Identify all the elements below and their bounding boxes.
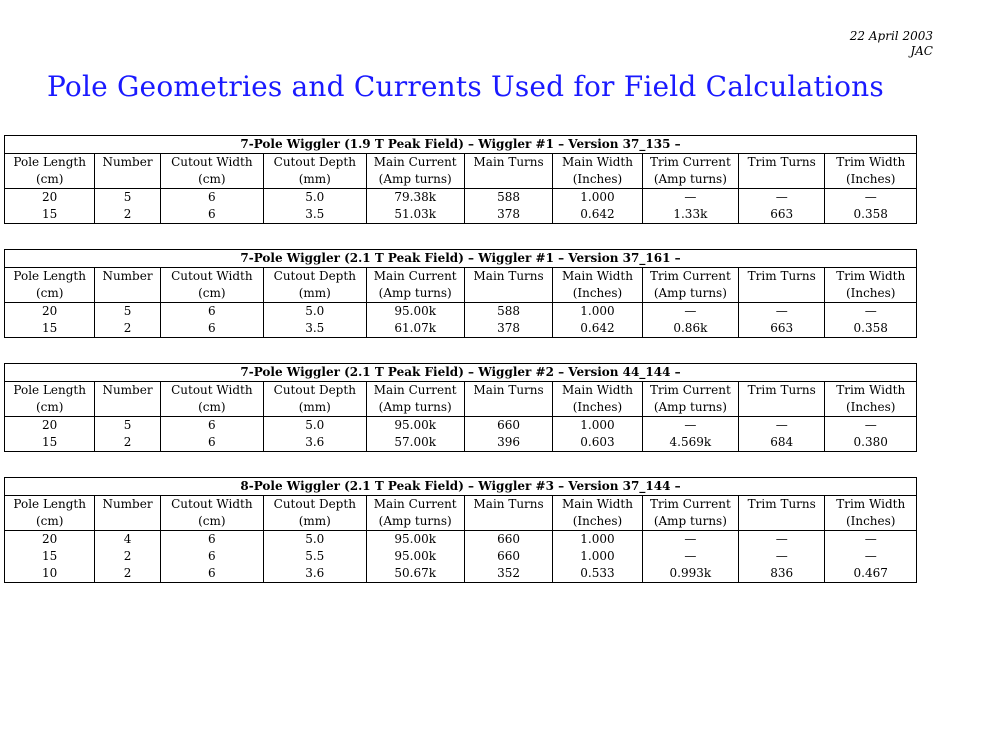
table-row	[5, 206, 917, 224]
column-header-main-current: (Amp turns)	[366, 399, 464, 417]
column-header-main-width: Main Width	[553, 268, 642, 286]
cell-main-turns: 660	[464, 548, 552, 565]
column-header-trim-current: (Amp turns)	[642, 171, 738, 189]
cell-trim-width: —	[825, 531, 917, 549]
column-header-trim-current: Trim Current	[642, 496, 738, 514]
column-header-cutout-depth: Cutout Depth	[264, 154, 366, 172]
column-header-main-width: (Inches)	[553, 513, 642, 531]
cell-number: 5	[95, 189, 160, 207]
cell-cutout-depth: 3.5	[264, 320, 366, 338]
column-header-cutout-depth: Cutout Depth	[264, 268, 366, 286]
cell-main-turns: 588	[464, 303, 552, 321]
cell-main-width: 1.000	[553, 189, 642, 207]
column-header-cutout-width: Cutout Width	[160, 382, 263, 400]
table-caption: 7-Pole Wiggler (1.9 T Peak Field) – Wiggler #1 – Version 37_135 –	[5, 136, 917, 154]
cell-cutout-width: 6	[160, 303, 263, 321]
cell-main-width: 1.000	[553, 417, 642, 435]
column-header-row	[5, 513, 917, 531]
column-header-trim-turns: Trim Turns	[739, 268, 825, 286]
cell-trim-current: —	[642, 548, 738, 565]
column-header-trim-width: (Inches)	[825, 513, 917, 531]
column-header-trim-turns	[739, 399, 825, 417]
column-header-pole-length: Pole Length	[5, 382, 95, 400]
table-row	[5, 531, 917, 549]
column-header-pole-length: Pole Length	[5, 268, 95, 286]
cell-main-turns: 588	[464, 189, 552, 207]
column-header-trim-width: (Inches)	[825, 399, 917, 417]
cell-main-current: 51.03k	[366, 206, 464, 224]
cell-trim-width: —	[825, 303, 917, 321]
cell-main-turns: 352	[464, 565, 552, 583]
cell-trim-current: —	[642, 417, 738, 435]
page-title: Pole Geometries and Currents Used for Field Calculations	[47, 70, 884, 103]
cell-trim-width: —	[825, 189, 917, 207]
column-header-cutout-depth: (mm)	[264, 513, 366, 531]
column-header-main-turns	[464, 513, 552, 531]
table-row	[5, 565, 917, 583]
cell-cutout-depth: 5.5	[264, 548, 366, 565]
table-row	[5, 434, 917, 452]
column-header-cutout-width: (cm)	[160, 513, 263, 531]
column-header-trim-width: Trim Width	[825, 154, 917, 172]
table-caption: 7-Pole Wiggler (2.1 T Peak Field) – Wiggler #2 – Version 44_144 –	[5, 364, 917, 382]
table-row	[5, 189, 917, 207]
cell-pole-length: 15	[5, 548, 95, 565]
cell-number: 5	[95, 417, 160, 435]
cell-main-width: 0.642	[553, 320, 642, 338]
column-header-main-turns	[464, 285, 552, 303]
cell-main-width: 0.603	[553, 434, 642, 452]
column-header-main-width: (Inches)	[553, 399, 642, 417]
column-header-main-current: (Amp turns)	[366, 513, 464, 531]
cell-pole-length: 20	[5, 417, 95, 435]
cell-main-current: 95.00k	[366, 303, 464, 321]
wiggler-table-3	[4, 363, 917, 452]
cell-number: 2	[95, 206, 160, 224]
cell-cutout-depth: 3.5	[264, 206, 366, 224]
cell-trim-turns: 836	[739, 565, 825, 583]
cell-number: 2	[95, 320, 160, 338]
column-header-main-width: (Inches)	[553, 171, 642, 189]
column-header-pole-length: Pole Length	[5, 496, 95, 514]
column-header-cutout-width: Cutout Width	[160, 154, 263, 172]
cell-pole-length: 10	[5, 565, 95, 583]
cell-trim-current: —	[642, 531, 738, 549]
cell-number: 2	[95, 565, 160, 583]
column-header-trim-width: (Inches)	[825, 171, 917, 189]
cell-main-current: 95.00k	[366, 417, 464, 435]
column-header-cutout-width: (cm)	[160, 171, 263, 189]
cell-main-width: 1.000	[553, 531, 642, 549]
cell-trim-width: 0.467	[825, 565, 917, 583]
table-caption: 8-Pole Wiggler (2.1 T Peak Field) – Wiggler #3 – Version 37_144 –	[5, 478, 917, 496]
wiggler-table-1	[4, 135, 917, 224]
cell-cutout-depth: 5.0	[264, 531, 366, 549]
cell-cutout-width: 6	[160, 189, 263, 207]
column-header-trim-turns	[739, 513, 825, 531]
cell-cutout-width: 6	[160, 206, 263, 224]
column-header-trim-width: Trim Width	[825, 496, 917, 514]
column-header-number: Number	[95, 496, 160, 514]
column-header-main-current: (Amp turns)	[366, 285, 464, 303]
column-header-main-turns: Main Turns	[464, 496, 552, 514]
cell-cutout-depth: 3.6	[264, 565, 366, 583]
column-header-cutout-depth: (mm)	[264, 171, 366, 189]
cell-main-current: 95.00k	[366, 548, 464, 565]
cell-main-turns: 660	[464, 417, 552, 435]
column-header-trim-turns	[739, 285, 825, 303]
column-header-row	[5, 154, 917, 172]
cell-cutout-depth: 5.0	[264, 189, 366, 207]
table-row	[5, 320, 917, 338]
cell-cutout-width: 6	[160, 417, 263, 435]
cell-trim-width: —	[825, 417, 917, 435]
cell-trim-turns: —	[739, 548, 825, 565]
column-header-trim-current: Trim Current	[642, 382, 738, 400]
column-header-main-current: Main Current	[366, 382, 464, 400]
cell-cutout-depth: 3.6	[264, 434, 366, 452]
cell-trim-current: 0.993k	[642, 565, 738, 583]
column-header-number	[95, 513, 160, 531]
column-header-number	[95, 399, 160, 417]
column-header-row	[5, 496, 917, 514]
cell-number: 2	[95, 548, 160, 565]
column-header-main-turns: Main Turns	[464, 382, 552, 400]
column-header-trim-current: Trim Current	[642, 268, 738, 286]
cell-trim-width: 0.358	[825, 206, 917, 224]
cell-trim-current: 4.569k	[642, 434, 738, 452]
column-header-pole-length: (cm)	[5, 513, 95, 531]
table-row	[5, 303, 917, 321]
table-row	[5, 417, 917, 435]
table-caption: 7-Pole Wiggler (2.1 T Peak Field) – Wiggler #1 – Version 37_161 –	[5, 250, 917, 268]
column-header-trim-current: Trim Current	[642, 154, 738, 172]
cell-trim-turns: 663	[739, 206, 825, 224]
column-header-main-current: Main Current	[366, 496, 464, 514]
cell-trim-turns: —	[739, 417, 825, 435]
cell-cutout-width: 6	[160, 531, 263, 549]
cell-main-current: 61.07k	[366, 320, 464, 338]
column-header-main-current: (Amp turns)	[366, 171, 464, 189]
cell-main-turns: 396	[464, 434, 552, 452]
column-header-trim-current: (Amp turns)	[642, 513, 738, 531]
cell-trim-width: 0.358	[825, 320, 917, 338]
cell-trim-turns: —	[739, 189, 825, 207]
cell-cutout-width: 6	[160, 320, 263, 338]
column-header-main-turns: Main Turns	[464, 268, 552, 286]
column-header-main-turns: Main Turns	[464, 154, 552, 172]
column-header-number	[95, 171, 160, 189]
column-header-number: Number	[95, 382, 160, 400]
cell-pole-length: 20	[5, 303, 95, 321]
document-date: 22 April 2003	[849, 29, 933, 43]
column-header-main-width: Main Width	[553, 154, 642, 172]
column-header-main-width: (Inches)	[553, 285, 642, 303]
cell-main-current: 57.00k	[366, 434, 464, 452]
column-header-pole-length: (cm)	[5, 171, 95, 189]
column-header-trim-turns	[739, 171, 825, 189]
column-header-cutout-width: (cm)	[160, 399, 263, 417]
column-header-cutout-depth: Cutout Depth	[264, 382, 366, 400]
column-header-cutout-width: (cm)	[160, 285, 263, 303]
column-header-main-width: Main Width	[553, 382, 642, 400]
column-header-number: Number	[95, 268, 160, 286]
column-header-cutout-depth: (mm)	[264, 285, 366, 303]
cell-cutout-width: 6	[160, 434, 263, 452]
cell-pole-length: 20	[5, 189, 95, 207]
cell-cutout-width: 6	[160, 565, 263, 583]
cell-trim-width: 0.380	[825, 434, 917, 452]
cell-main-width: 1.000	[553, 548, 642, 565]
column-header-number	[95, 285, 160, 303]
cell-main-width: 0.533	[553, 565, 642, 583]
cell-trim-current: —	[642, 189, 738, 207]
document-meta	[850, 29, 933, 59]
cell-main-turns: 378	[464, 206, 552, 224]
wiggler-table-4	[4, 477, 917, 583]
cell-trim-turns: —	[739, 303, 825, 321]
cell-trim-turns: —	[739, 531, 825, 549]
column-header-cutout-depth: (mm)	[264, 399, 366, 417]
cell-cutout-depth: 5.0	[264, 303, 366, 321]
cell-main-turns: 660	[464, 531, 552, 549]
column-header-cutout-depth: Cutout Depth	[264, 496, 366, 514]
column-header-trim-width: (Inches)	[825, 285, 917, 303]
cell-pole-length: 20	[5, 531, 95, 549]
cell-trim-width: —	[825, 548, 917, 565]
cell-main-current: 95.00k	[366, 531, 464, 549]
cell-cutout-width: 6	[160, 548, 263, 565]
column-header-row	[5, 285, 917, 303]
cell-trim-current: 1.33k	[642, 206, 738, 224]
column-header-cutout-width: Cutout Width	[160, 268, 263, 286]
column-header-row	[5, 382, 917, 400]
cell-trim-turns: 663	[739, 320, 825, 338]
cell-pole-length: 15	[5, 206, 95, 224]
column-header-number: Number	[95, 154, 160, 172]
column-header-row	[5, 171, 917, 189]
column-header-trim-width: Trim Width	[825, 268, 917, 286]
column-header-trim-width: Trim Width	[825, 382, 917, 400]
column-header-pole-length: (cm)	[5, 285, 95, 303]
column-header-main-current: Main Current	[366, 154, 464, 172]
column-header-trim-turns: Trim Turns	[739, 154, 825, 172]
column-header-main-turns	[464, 399, 552, 417]
wiggler-table-2	[4, 249, 917, 338]
column-header-main-current: Main Current	[366, 268, 464, 286]
cell-trim-current: —	[642, 303, 738, 321]
column-header-cutout-width: Cutout Width	[160, 496, 263, 514]
cell-trim-turns: 684	[739, 434, 825, 452]
table-row	[5, 548, 917, 565]
column-header-row	[5, 268, 917, 286]
cell-trim-current: 0.86k	[642, 320, 738, 338]
column-header-trim-current: (Amp turns)	[642, 285, 738, 303]
cell-main-width: 0.642	[553, 206, 642, 224]
cell-number: 2	[95, 434, 160, 452]
cell-main-current: 79.38k	[366, 189, 464, 207]
column-header-main-width: Main Width	[553, 496, 642, 514]
column-header-trim-current: (Amp turns)	[642, 399, 738, 417]
cell-cutout-depth: 5.0	[264, 417, 366, 435]
column-header-main-turns	[464, 171, 552, 189]
cell-main-turns: 378	[464, 320, 552, 338]
cell-number: 4	[95, 531, 160, 549]
column-header-pole-length: (cm)	[5, 399, 95, 417]
cell-pole-length: 15	[5, 320, 95, 338]
column-header-trim-turns: Trim Turns	[739, 496, 825, 514]
column-header-row	[5, 399, 917, 417]
cell-number: 5	[95, 303, 160, 321]
cell-pole-length: 15	[5, 434, 95, 452]
cell-main-width: 1.000	[553, 303, 642, 321]
column-header-trim-turns: Trim Turns	[739, 382, 825, 400]
column-header-pole-length: Pole Length	[5, 154, 95, 172]
cell-main-current: 50.67k	[366, 565, 464, 583]
document-author: JAC	[910, 44, 933, 58]
